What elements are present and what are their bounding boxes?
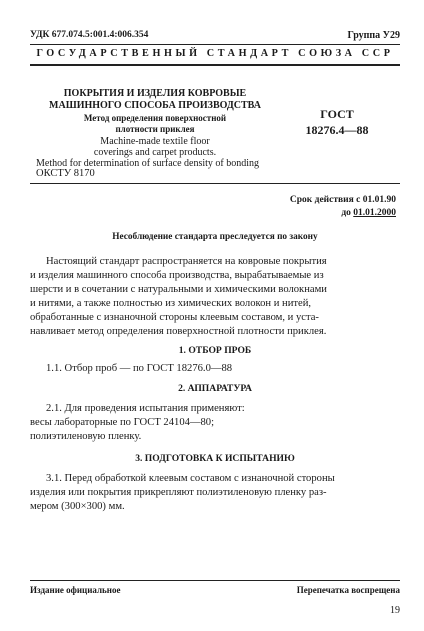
law-notice: Несоблюдение стандарта преследуется по закону [112, 232, 318, 242]
english-title-line-2: coverings and carpet products. [93, 147, 217, 158]
intro-line: Настоящий стандарт распространяется на ковровые покрытия [46, 256, 327, 267]
header-rule-bottom [30, 64, 400, 66]
intro-paragraph [30, 255, 400, 339]
header-rule-top [30, 44, 400, 45]
udk-code: УДК 677.074.5:001.4:006.354 [30, 30, 149, 40]
validity-to-date: 01.01.2000 [353, 208, 396, 218]
reprint-prohibited: Перепечатка воспрещена [296, 585, 400, 595]
section-1-heading: 1. ОТБОР ПРОБ [178, 345, 252, 356]
section-3-line: изделия или покрытия прикрепляют полиэтиленовую пленку раз- [30, 487, 327, 498]
validity-from-label: Срок действия с [289, 195, 361, 205]
validity-to [341, 208, 396, 219]
official-edition: Издание официальное [30, 585, 121, 595]
page-number: 19 [390, 605, 400, 616]
title-block-rule [30, 183, 400, 184]
section-2-line: полиэтиленовую пленку. [30, 431, 142, 442]
title-line-1: ПОКРЫТИЯ И ИЗДЕЛИЯ КОВРОВЫЕ [63, 88, 247, 99]
footer-rule [30, 580, 400, 581]
section-3-heading: 3. ПОДГОТОВКА К ИСПЫТАНИЮ [135, 453, 295, 464]
validity-from [290, 195, 396, 206]
section-3-line: мером (300×300) мм. [30, 501, 125, 512]
title-line-2: МАШИННОГО СПОСОБА ПРОИЗВОДСТВА [49, 100, 261, 111]
subtitle-line-2: плотности приклея [115, 124, 195, 134]
section-2-body [30, 402, 400, 444]
section-3-line: 3.1. Перед обработкой клеевым составом с изнаночной стороны [46, 473, 335, 484]
intro-line: и изделия машинного способа производства, вырабатываемые из [30, 270, 324, 281]
section-2-line: весы лабораторные по ГОСТ 24104—80; [30, 417, 215, 428]
section-2-heading: 2. АППАРАТУРА [178, 383, 252, 394]
intro-line: и нитями, а также полностью из химических волокон и нитей, [30, 298, 312, 309]
intro-line: навливает метод определения поверхностной плотности приклея. [30, 326, 327, 337]
english-title-line-3: Method for determination of surface density of bonding [36, 158, 259, 169]
validity-from-date: 01.01.90 [362, 195, 396, 205]
english-title-line-1: Machine-made textile floor [100, 136, 210, 147]
group-code: Группа У29 [347, 30, 400, 41]
subtitle-line-1: Метод определения поверхностной [83, 113, 227, 123]
section-1-text: 1.1. Отбор проб — по ГОСТ 18276.0—88 [46, 363, 233, 374]
section-3-body [30, 472, 400, 514]
gost-number: 18276.4—88 [305, 123, 369, 137]
intro-line: шерсти и в сочетании с натуральными и химическими волокнами [30, 284, 327, 295]
section-2-line: 2.1. Для проведения испытания применяют: [46, 403, 245, 414]
gost-label: ГОСТ [320, 107, 354, 121]
intro-line: обработанные с изнаночной стороны клеевым составом, и уста- [30, 312, 319, 323]
validity-to-label: до [341, 208, 351, 218]
okstu-code: ОКСТУ 8170 [36, 168, 95, 179]
standard-title: ГОСУДАРСТВЕННЫЙ СТАНДАРТ СОЮЗА ССР [36, 48, 394, 59]
